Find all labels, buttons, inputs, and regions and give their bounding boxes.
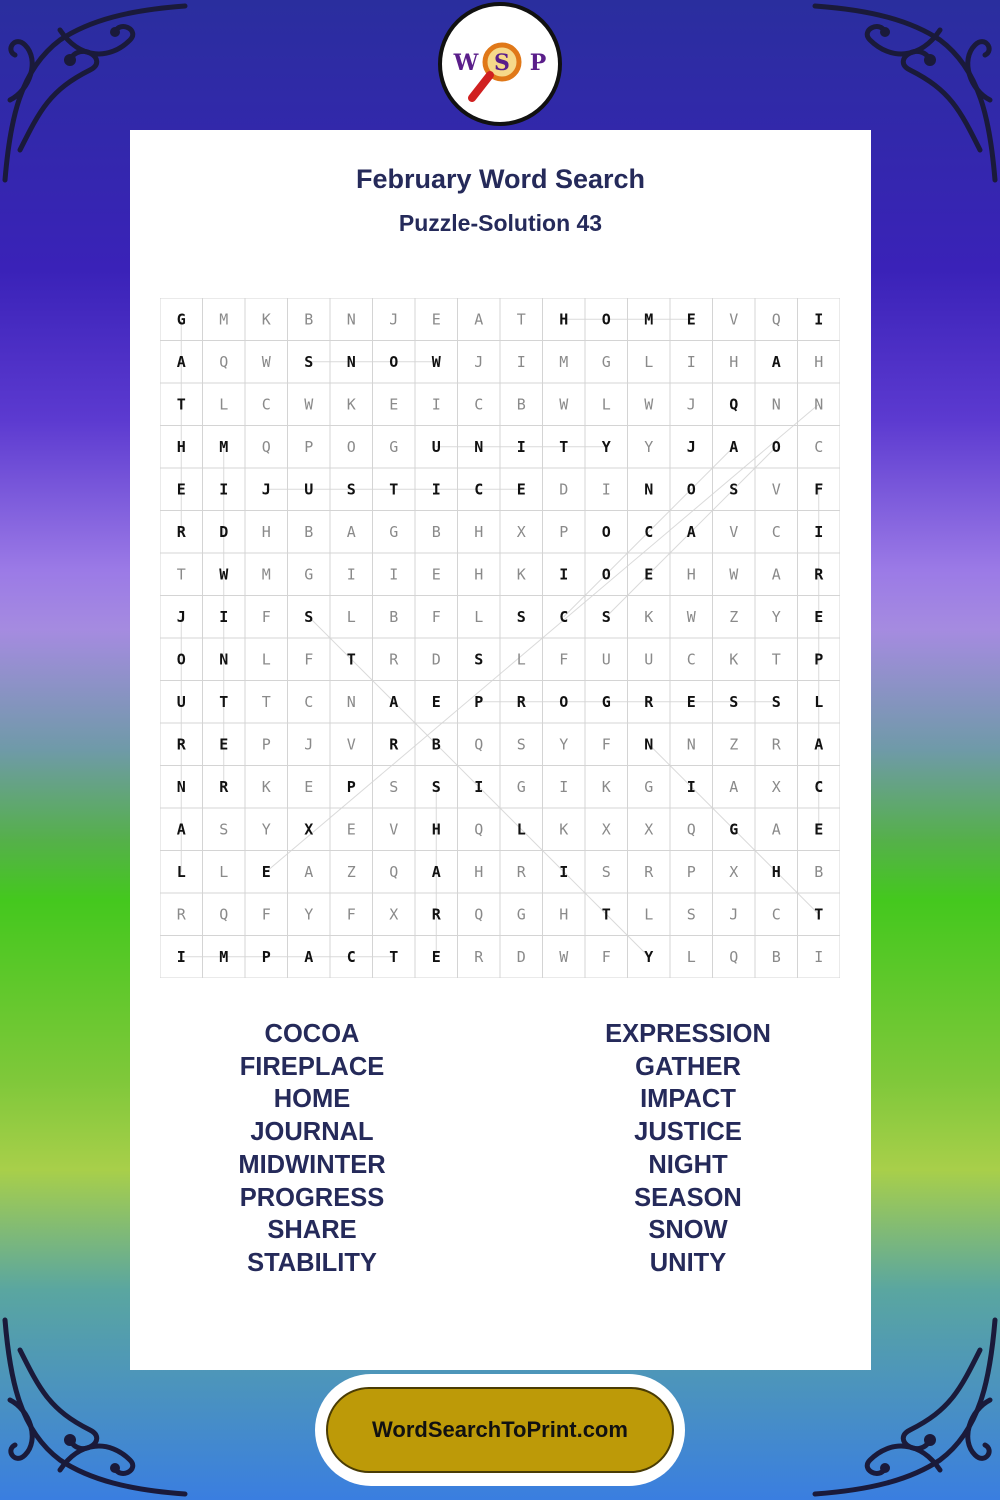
grid-cell[interactable]: O: [346, 437, 356, 456]
grid-cell[interactable]: T: [559, 437, 569, 456]
grid-cell[interactable]: O: [771, 437, 781, 456]
grid-cell[interactable]: A: [176, 352, 186, 371]
grid-cell[interactable]: X: [771, 777, 781, 796]
grid-cell[interactable]: H: [559, 905, 569, 924]
grid-cell[interactable]: I: [346, 565, 356, 584]
grid-cell[interactable]: S: [474, 650, 484, 669]
grid-cell[interactable]: B: [304, 522, 314, 541]
grid-cell[interactable]: E: [176, 480, 186, 499]
grid-cell[interactable]: D: [559, 480, 569, 499]
grid-cell[interactable]: J: [176, 607, 186, 626]
grid-cell[interactable]: A: [176, 820, 186, 839]
grid-cell[interactable]: B: [771, 947, 781, 966]
grid-cell[interactable]: J: [304, 735, 314, 754]
grid-cell[interactable]: L: [261, 650, 271, 669]
word-list-item: SHARE: [267, 1216, 357, 1245]
website-banner: [315, 1374, 685, 1486]
grid-cell[interactable]: E: [219, 735, 229, 754]
grid-cell[interactable]: C: [814, 777, 824, 796]
grid-cell[interactable]: I: [516, 437, 526, 456]
grid-cell[interactable]: B: [389, 607, 399, 626]
grid-cell[interactable]: N: [474, 437, 484, 456]
word-list-right: [538, 1018, 838, 1280]
grid-cell[interactable]: E: [644, 565, 654, 584]
grid-cell[interactable]: R: [474, 947, 484, 966]
grid-cell[interactable]: R: [516, 862, 526, 881]
grid-cell[interactable]: X: [516, 522, 526, 541]
grid-cell[interactable]: Q: [474, 735, 484, 754]
word-list-item: GATHER: [635, 1052, 741, 1081]
grid-cell[interactable]: S: [601, 862, 611, 881]
grid-cell[interactable]: G: [176, 310, 186, 329]
grid-cell[interactable]: Q: [729, 395, 739, 414]
grid-cell[interactable]: C: [559, 607, 569, 626]
grid-cell[interactable]: K: [559, 820, 569, 839]
grid-cell[interactable]: W: [261, 352, 271, 371]
grid-cell[interactable]: L: [346, 607, 356, 626]
grid-cell[interactable]: N: [346, 352, 356, 371]
grid-cell[interactable]: G: [516, 905, 526, 924]
grid-cell[interactable]: U: [644, 650, 654, 669]
grid-cell[interactable]: G: [601, 352, 611, 371]
grid-cell[interactable]: O: [559, 692, 569, 711]
grid-cell[interactable]: I: [814, 522, 824, 541]
grid-cell[interactable]: K: [644, 607, 654, 626]
grid-cell[interactable]: E: [814, 820, 824, 839]
grid-cell[interactable]: P: [686, 862, 696, 881]
grid-cell[interactable]: I: [474, 777, 484, 796]
grid-cell[interactable]: A: [771, 820, 781, 839]
grid-cell[interactable]: Z: [729, 735, 739, 754]
grid-cell[interactable]: A: [686, 522, 696, 541]
grid-cell[interactable]: A: [304, 862, 314, 881]
grid-cell[interactable]: S: [601, 607, 611, 626]
word-list-item: JOURNAL: [250, 1118, 374, 1147]
grid-cell[interactable]: P: [261, 735, 271, 754]
grid-cell[interactable]: I: [516, 352, 526, 371]
grid-cell[interactable]: C: [474, 480, 484, 499]
grid-cell[interactable]: E: [516, 480, 526, 499]
grid-cell[interactable]: H: [474, 565, 484, 584]
grid-cell[interactable]: I: [431, 480, 441, 499]
grid-cell[interactable]: O: [686, 480, 696, 499]
grid-cell[interactable]: T: [771, 650, 781, 669]
grid-cell[interactable]: I: [389, 565, 399, 584]
grid-cell[interactable]: A: [346, 522, 356, 541]
grid-cell[interactable]: I: [814, 310, 824, 329]
grid-cell[interactable]: A: [474, 310, 484, 329]
grid-cell[interactable]: U: [176, 692, 186, 711]
grid-cell[interactable]: N: [346, 692, 356, 711]
grid-cell[interactable]: K: [261, 310, 271, 329]
word-list-item: SEASON: [634, 1183, 742, 1212]
grid-cell[interactable]: Q: [474, 820, 484, 839]
grid-cell[interactable]: G: [729, 820, 739, 839]
grid-cell[interactable]: V: [346, 735, 356, 754]
grid-cell[interactable]: N: [219, 650, 229, 669]
grid-cell[interactable]: M: [219, 310, 229, 329]
grid-cell[interactable]: R: [814, 565, 824, 584]
grid-cell[interactable]: L: [644, 352, 654, 371]
page-title: February Word Search: [355, 164, 646, 194]
grid-cell[interactable]: L: [644, 905, 654, 924]
grid-cell[interactable]: F: [814, 480, 824, 499]
grid-cell[interactable]: D: [516, 947, 526, 966]
grid-cell[interactable]: M: [219, 947, 229, 966]
grid-cell[interactable]: C: [346, 947, 356, 966]
logo-letter-p: P: [529, 50, 547, 76]
grid-cell[interactable]: X: [389, 905, 399, 924]
site-logo[interactable]: [438, 2, 562, 126]
grid-cell[interactable]: C: [771, 522, 781, 541]
grid-cell[interactable]: S: [771, 692, 781, 711]
puzzle-card: [130, 130, 871, 1370]
grid-cell[interactable]: C: [814, 437, 824, 456]
grid-cell[interactable]: W: [644, 395, 654, 414]
grid-cell[interactable]: X: [601, 820, 611, 839]
grid-cell[interactable]: W: [431, 352, 441, 371]
grid-cell[interactable]: C: [686, 650, 696, 669]
word-list-item: SNOW: [648, 1216, 728, 1245]
grid-cell[interactable]: N: [814, 395, 824, 414]
grid-cell[interactable]: W: [304, 395, 314, 414]
grid-cell[interactable]: Q: [389, 862, 399, 881]
grid-cell[interactable]: F: [601, 947, 611, 966]
grid-cell[interactable]: A: [771, 565, 781, 584]
grid-cell[interactable]: H: [176, 437, 186, 456]
grid-cell[interactable]: L: [601, 395, 611, 414]
grid-cell[interactable]: K: [601, 777, 611, 796]
grid-cell[interactable]: H: [686, 565, 696, 584]
page-subtitle: Puzzle-Solution 43: [398, 210, 603, 236]
grid-cell[interactable]: S: [389, 777, 399, 796]
grid-cell[interactable]: Q: [729, 947, 739, 966]
grid-cell[interactable]: E: [814, 607, 824, 626]
grid-cell[interactable]: L: [176, 862, 186, 881]
grid-cell[interactable]: B: [814, 862, 824, 881]
grid-cell[interactable]: R: [771, 735, 781, 754]
grid-cell[interactable]: O: [176, 650, 186, 669]
grid-cell[interactable]: P: [304, 437, 314, 456]
grid-cell[interactable]: E: [431, 947, 441, 966]
word-list-item: MIDWINTER: [238, 1150, 386, 1179]
grid-cell[interactable]: N: [644, 735, 654, 754]
grid-cell[interactable]: E: [389, 395, 399, 414]
grid-cell[interactable]: I: [814, 947, 824, 966]
grid-cell[interactable]: Q: [261, 437, 271, 456]
grid-cell[interactable]: R: [389, 735, 399, 754]
grid-cell[interactable]: R: [644, 862, 654, 881]
grid-cell[interactable]: V: [729, 310, 739, 329]
grid-cell[interactable]: I: [176, 947, 186, 966]
grid-cell[interactable]: Y: [304, 905, 314, 924]
grid-cell[interactable]: L: [814, 692, 824, 711]
grid-cell[interactable]: N: [346, 310, 356, 329]
grid-cell[interactable]: C: [644, 522, 654, 541]
grid-cell[interactable]: H: [729, 352, 739, 371]
grid-cell[interactable]: T: [516, 310, 526, 329]
grid-cell[interactable]: T: [346, 650, 356, 669]
grid-cell[interactable]: U: [601, 650, 611, 669]
grid-cell[interactable]: L: [516, 650, 526, 669]
grid-cell[interactable]: A: [389, 692, 399, 711]
word-list-item: PROGRESS: [239, 1183, 385, 1212]
grid-cell[interactable]: T: [219, 692, 229, 711]
grid-cell[interactable]: S: [686, 905, 696, 924]
grid-cell[interactable]: K: [261, 777, 271, 796]
website-link[interactable]: WordSearchToPrint.com: [326, 1387, 674, 1473]
grid-cell[interactable]: T: [814, 905, 824, 924]
grid-cell[interactable]: Q: [219, 352, 229, 371]
grid-cell[interactable]: I: [686, 352, 696, 371]
grid-cell[interactable]: T: [389, 947, 399, 966]
grid-cell[interactable]: H: [431, 820, 441, 839]
grid-cell[interactable]: S: [516, 735, 526, 754]
grid-cell[interactable]: F: [346, 905, 356, 924]
word-list-item: HOME: [273, 1085, 351, 1114]
grid-cell[interactable]: G: [601, 692, 611, 711]
grid-cell[interactable]: C: [304, 692, 314, 711]
grid-cell[interactable]: B: [431, 735, 441, 754]
grid-cell[interactable]: Q: [771, 310, 781, 329]
grid-cell[interactable]: T: [389, 480, 399, 499]
grid-cell[interactable]: P: [261, 947, 271, 966]
grid-cell[interactable]: L: [686, 947, 696, 966]
grid-cell[interactable]: F: [261, 607, 271, 626]
grid-cell[interactable]: H: [559, 310, 569, 329]
grid-cell[interactable]: Y: [261, 820, 271, 839]
grid-cell[interactable]: X: [304, 820, 314, 839]
grid-cell[interactable]: E: [261, 862, 271, 881]
grid-cell[interactable]: H: [814, 352, 824, 371]
grid-cell[interactable]: R: [389, 650, 399, 669]
grid-cell[interactable]: Y: [771, 607, 781, 626]
grid-cell[interactable]: I: [431, 395, 441, 414]
logo-letter-w: W: [453, 50, 479, 76]
grid-cell[interactable]: V: [729, 522, 739, 541]
grid-cell[interactable]: Z: [729, 607, 739, 626]
grid-cell[interactable]: R: [176, 735, 186, 754]
grid-cell[interactable]: W: [219, 565, 229, 584]
word-list-item: FIREPLACE: [239, 1052, 385, 1081]
grid-cell[interactable]: G: [304, 565, 314, 584]
grid-cell[interactable]: L: [474, 607, 484, 626]
grid-cell[interactable]: C: [474, 395, 484, 414]
grid-cell[interactable]: E: [686, 310, 696, 329]
grid-cell[interactable]: L: [219, 395, 229, 414]
word-list-item: COCOA: [264, 1020, 360, 1048]
grid-cell[interactable]: S: [304, 607, 314, 626]
grid-cell[interactable]: T: [176, 395, 186, 414]
grid-cell[interactable]: E: [346, 820, 356, 839]
grid-cell[interactable]: H: [474, 862, 484, 881]
grid-cell[interactable]: G: [516, 777, 526, 796]
grid-cell[interactable]: Y: [644, 947, 654, 966]
grid-cell[interactable]: O: [601, 522, 611, 541]
grid-cell[interactable]: A: [729, 777, 739, 796]
grid-cell[interactable]: K: [729, 650, 739, 669]
grid-cell[interactable]: N: [176, 777, 186, 796]
grid-cell[interactable]: F: [261, 905, 271, 924]
grid-cell[interactable]: W: [729, 565, 739, 584]
grid-cell[interactable]: N: [771, 395, 781, 414]
grid-cell[interactable]: R: [644, 692, 654, 711]
grid-cell[interactable]: U: [431, 437, 441, 456]
grid-cell[interactable]: S: [219, 820, 229, 839]
grid-cell[interactable]: Y: [644, 437, 654, 456]
grid-cell[interactable]: T: [261, 692, 271, 711]
grid-cell[interactable]: A: [304, 947, 314, 966]
grid-cell[interactable]: I: [686, 777, 696, 796]
grid-cell[interactable]: Q: [219, 905, 229, 924]
grid-cell[interactable]: D: [219, 522, 229, 541]
grid-cell[interactable]: S: [346, 480, 356, 499]
grid-cell[interactable]: S: [516, 607, 526, 626]
word-list-item: JUSTICE: [634, 1118, 742, 1147]
grid-cell[interactable]: J: [729, 905, 739, 924]
grid-cell[interactable]: X: [729, 862, 739, 881]
grid-cell[interactable]: L: [219, 862, 229, 881]
grid-cell[interactable]: A: [431, 862, 441, 881]
grid-cell[interactable]: E: [431, 692, 441, 711]
grid-cell[interactable]: P: [346, 777, 356, 796]
word-search-grid: [160, 298, 840, 978]
grid-cell[interactable]: X: [644, 820, 654, 839]
grid-cell[interactable]: W: [559, 395, 569, 414]
grid-cell[interactable]: R: [431, 905, 441, 924]
grid-cell[interactable]: P: [474, 692, 484, 711]
grid-cell[interactable]: O: [601, 565, 611, 584]
grid-cell[interactable]: E: [431, 565, 441, 584]
grid-cell[interactable]: Z: [346, 862, 356, 881]
grid-cell[interactable]: D: [431, 650, 441, 669]
grid-cell[interactable]: K: [346, 395, 356, 414]
grid-cell[interactable]: N: [644, 480, 654, 499]
grid-cell[interactable]: I: [559, 777, 569, 796]
grid-cell[interactable]: C: [261, 395, 271, 414]
grid-cell[interactable]: S: [431, 777, 441, 796]
grid-cell[interactable]: I: [559, 565, 569, 584]
grid-cell[interactable]: T: [176, 565, 186, 584]
grid-cell[interactable]: B: [304, 310, 314, 329]
word-list-item: IMPACT: [640, 1085, 736, 1114]
grid-cell[interactable]: I: [219, 480, 229, 499]
grid-cell[interactable]: B: [516, 395, 526, 414]
grid-cell[interactable]: A: [771, 352, 781, 371]
grid-cell[interactable]: K: [516, 565, 526, 584]
logo-letter-s: S: [494, 50, 510, 76]
grid-cell[interactable]: Y: [601, 437, 611, 456]
grid-cell[interactable]: R: [176, 522, 186, 541]
grid-cell[interactable]: S: [729, 480, 739, 499]
grid-cell[interactable]: M: [644, 310, 654, 329]
grid-cell[interactable]: E: [431, 310, 441, 329]
grid-cell[interactable]: P: [814, 650, 824, 669]
grid-cell[interactable]: F: [431, 607, 441, 626]
grid-cell[interactable]: J: [389, 310, 399, 329]
grid-cell[interactable]: J: [474, 352, 484, 371]
magnifier-icon: [442, 6, 558, 122]
grid-cell[interactable]: Q: [474, 905, 484, 924]
grid-cell[interactable]: G: [644, 777, 654, 796]
grid-cell[interactable]: H: [474, 522, 484, 541]
grid-cell[interactable]: O: [601, 310, 611, 329]
grid-cell[interactable]: M: [559, 352, 569, 371]
grid-cell[interactable]: J: [686, 437, 696, 456]
grid-cell[interactable]: A: [729, 437, 739, 456]
word-list-item: STABILITY: [247, 1248, 377, 1277]
grid-cell[interactable]: I: [601, 480, 611, 499]
grid-cell[interactable]: M: [219, 437, 229, 456]
grid-cell[interactable]: S: [304, 352, 314, 371]
grid-cell[interactable]: F: [304, 650, 314, 669]
grid-cell[interactable]: U: [304, 480, 314, 499]
word-list-item: NIGHT: [648, 1150, 728, 1179]
word-list-item: UNITY: [649, 1248, 727, 1277]
grid-cell[interactable]: M: [261, 565, 271, 584]
grid-cell[interactable]: A: [814, 735, 824, 754]
grid-cell[interactable]: F: [559, 650, 569, 669]
grid-cell[interactable]: I: [219, 607, 229, 626]
grid-cell[interactable]: C: [771, 905, 781, 924]
grid-cell[interactable]: H: [261, 522, 271, 541]
word-list-left: [162, 1018, 462, 1280]
grid-cell[interactable]: L: [516, 820, 526, 839]
grid-cell[interactable]: E: [686, 692, 696, 711]
grid-cell[interactable]: P: [559, 522, 569, 541]
grid-cell[interactable]: R: [516, 692, 526, 711]
grid-cell[interactable]: J: [261, 480, 271, 499]
grid-cell[interactable]: H: [771, 862, 781, 881]
grid-cell[interactable]: T: [601, 905, 611, 924]
grid-cell[interactable]: G: [389, 437, 399, 456]
grid-canvas: [160, 298, 840, 978]
grid-cell[interactable]: G: [389, 522, 399, 541]
grid-cell[interactable]: O: [389, 352, 399, 371]
grid-cell[interactable]: S: [729, 692, 739, 711]
word-list-item: EXPRESSION: [605, 1020, 771, 1048]
grid-cell[interactable]: Y: [559, 735, 569, 754]
grid-cell[interactable]: W: [686, 607, 696, 626]
grid-cell[interactable]: V: [771, 480, 781, 499]
grid-cell[interactable]: I: [559, 862, 569, 881]
grid-cell[interactable]: R: [176, 905, 186, 924]
grid-cell[interactable]: F: [601, 735, 611, 754]
grid-cell[interactable]: E: [304, 777, 314, 796]
grid-cell[interactable]: J: [686, 395, 696, 414]
grid-cell[interactable]: N: [686, 735, 696, 754]
grid-cell[interactable]: V: [389, 820, 399, 839]
grid-cell[interactable]: W: [559, 947, 569, 966]
grid-cell[interactable]: R: [219, 777, 229, 796]
grid-cell[interactable]: B: [431, 522, 441, 541]
grid-cell[interactable]: Q: [686, 820, 696, 839]
